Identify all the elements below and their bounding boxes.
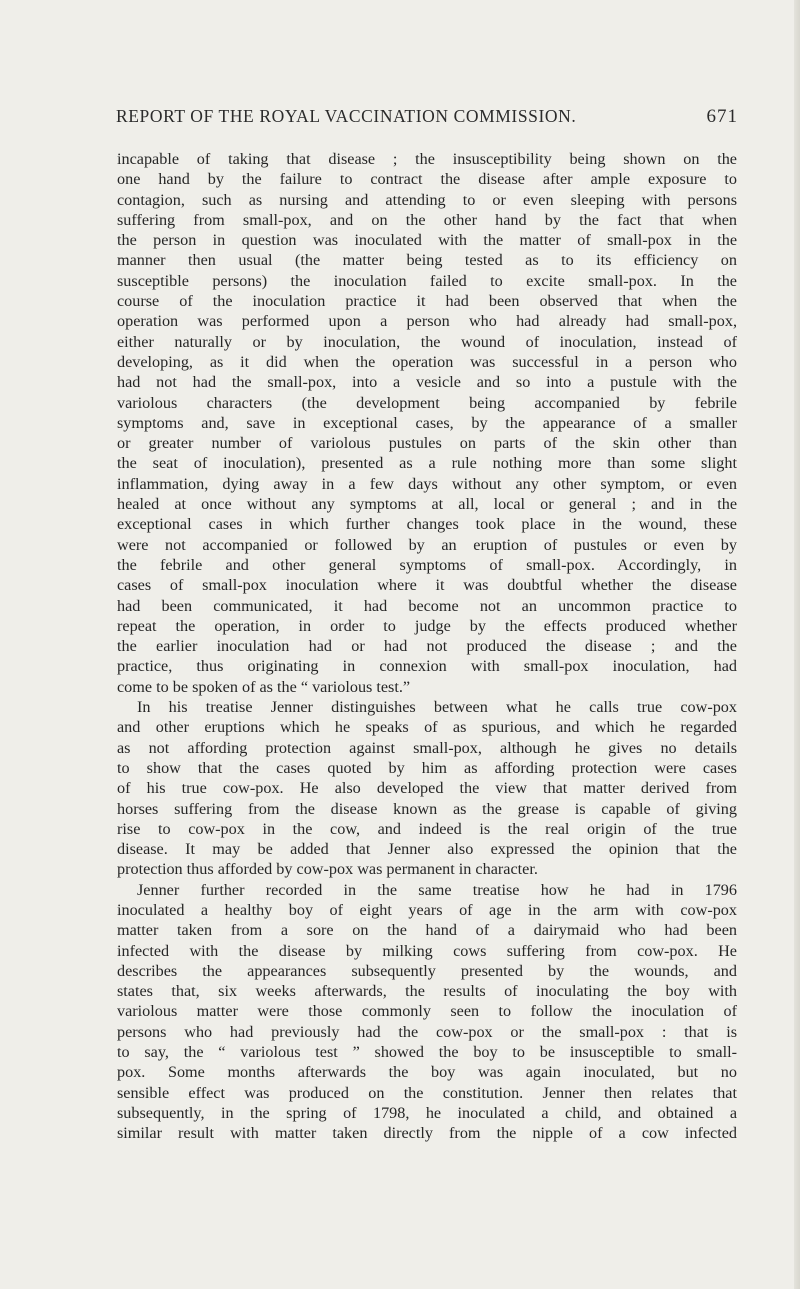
- text-line: come to be spoken of as the “ variolous test.”: [117, 677, 411, 696]
- text-line: pox. Some months afterwards the boy was again inoculated, but no: [117, 1063, 737, 1082]
- text-line: variolous characters (the development being accompanied by febrile: [117, 393, 737, 412]
- text-line: to say, the “ variolous test ” showed the boy to be insusceptible to small-: [117, 1043, 737, 1062]
- header-title: REPORT OF THE ROYAL VACCINATION COMMISSION.: [116, 106, 577, 126]
- running-header: [116, 106, 738, 132]
- text-line: operation was performed upon a person who had already had small-pox,: [117, 312, 737, 331]
- text-line: manner then usual (the matter being tested as to its efficiency on: [117, 251, 737, 270]
- text-line: cases of small-pox inoculation where it was doubtful whether the disease: [117, 576, 737, 595]
- text-line: to show that the cases quoted by him as affording protection were cases: [117, 758, 737, 777]
- text-line: practice, thus originating in connexion with small-pox inoculation, had: [117, 657, 737, 676]
- text-line: or greater number of variolous pustules on parts of the skin other than: [117, 434, 737, 453]
- text-line: as not affording protection against small-pox, although he gives no details: [117, 738, 737, 757]
- text-line: suffering from small-pox, and on the other hand by the fact that when: [117, 210, 737, 229]
- text-line: susceptible persons) the inoculation failed to excite small-pox. In the: [117, 271, 737, 290]
- text-line: were not accompanied or followed by an eruption of pustules or even by: [117, 535, 737, 554]
- text-line: the earlier inoculation had or had not produced the disease ; and the: [117, 637, 737, 656]
- text-line: sensible effect was produced on the constitution. Jenner then relates that: [117, 1083, 737, 1102]
- text-line: had been communicated, it had become not an uncommon practice to: [117, 596, 737, 615]
- text-line: inflammation, dying away in a few days without any other symptom, or even: [117, 474, 737, 493]
- text-line: repeat the operation, in order to judge by the effects produced whether: [117, 616, 737, 635]
- text-line: Jenner further recorded in the same treatise how he had in 1796: [137, 880, 737, 899]
- text-line: persons who had previously had the cow-pox or the small-pox : that is: [117, 1022, 737, 1041]
- text-line: subsequently, in the spring of 1798, he inoculated a child, and obtained a: [117, 1103, 737, 1122]
- text-line: the seat of inoculation), presented as a rule nothing more than some slight: [117, 454, 737, 473]
- text-line: horses suffering from the disease known as the grease is capable of giving: [117, 799, 737, 818]
- text-line: In his treatise Jenner distinguishes between what he calls true cow-pox: [137, 698, 737, 717]
- text-line: infected with the disease by milking cows suffering from cow-pox. He: [117, 941, 737, 960]
- text-line: symptoms and, save in exceptional cases, by the appearance of a smaller: [117, 413, 737, 432]
- text-line: either naturally or by inoculation, the wound of inoculation, instead of: [117, 332, 737, 351]
- text-line: of his true cow-pox. He also developed the view that matter derived from: [117, 779, 737, 798]
- text-line: protection thus afforded by cow-pox was permanent in character.: [117, 860, 538, 879]
- text-line: disease. It may be added that Jenner also expressed the opinion that the: [117, 840, 737, 859]
- text-line: inoculated a healthy boy of eight years of age in the arm with cow-pox: [117, 900, 737, 919]
- page-edge-shadow: [794, 0, 800, 1289]
- text-line: one hand by the failure to contract the disease after ample exposure to: [117, 170, 737, 189]
- text-line: developing, as it did when the operation was successful in a person who: [117, 352, 737, 371]
- text-line: contagion, such as nursing and attending to or even sleeping with persons: [117, 190, 737, 209]
- text-line: describes the appearances subsequently presented by the wounds, and: [117, 961, 737, 980]
- body-text: [117, 149, 737, 1144]
- text-line: rise to cow-pox in the cow, and indeed is the real origin of the true: [117, 819, 737, 838]
- text-line: and other eruptions which he speaks of as spurious, and which he regarded: [117, 718, 737, 737]
- text-line: healed at once without any symptoms at all, local or general ; and in the: [117, 495, 737, 514]
- text-line: matter taken from a sore on the hand of a dairymaid who had been: [117, 921, 737, 940]
- text-line: states that, six weeks afterwards, the results of inoculating the boy with: [117, 982, 737, 1001]
- text-line: had not had the small-pox, into a vesicle and so into a pustule with the: [117, 373, 737, 392]
- text-line: the person in question was inoculated with the matter of small-pox in the: [117, 231, 737, 250]
- text-line: course of the inoculation practice it had been observed that when the: [117, 292, 737, 311]
- text-line: exceptional cases in which further changes took place in the wound, these: [117, 515, 737, 534]
- text-line: incapable of taking that disease ; the insusceptibility being shown on the: [117, 150, 737, 168]
- page-number: 671: [706, 106, 738, 127]
- text-line: similar result with matter taken directly from the nipple of a cow infected: [117, 1124, 737, 1143]
- text-line: the febrile and other general symptoms of small-pox. Accordingly, in: [117, 555, 737, 574]
- text-line: variolous matter were those commonly seen to follow the inoculation of: [117, 1002, 737, 1021]
